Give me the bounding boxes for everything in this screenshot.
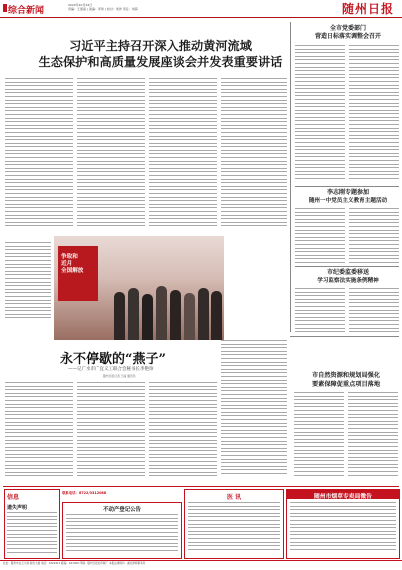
feature-body-column-4 bbox=[221, 340, 287, 482]
sidebar-story-1-line-2: 营造日标落实调整会召开 bbox=[314, 33, 381, 40]
date-line: 2024年10月22日 bbox=[68, 3, 93, 7]
lead-body-column-3 bbox=[149, 78, 217, 228]
person-figure bbox=[156, 286, 167, 340]
person-figure bbox=[128, 288, 139, 340]
info-box bbox=[4, 489, 60, 559]
sidebar-story-3-title bbox=[300, 269, 396, 285]
lead-headline-line-2: 生态保护和高质量发展座谈会并发表重要讲话 bbox=[38, 55, 283, 69]
lost-notice-title: 遗失声明 bbox=[7, 505, 28, 511]
classifieds-top-rule bbox=[3, 486, 399, 487]
section-marker-icon bbox=[3, 4, 7, 12]
sidebar-divider-1 bbox=[295, 186, 399, 187]
sidebar-story-1-title bbox=[300, 25, 396, 41]
feature-body-column-3 bbox=[149, 382, 217, 482]
masthead-logo: 随州日报 bbox=[341, 2, 394, 16]
header-meta bbox=[68, 3, 138, 12]
notice-box bbox=[62, 502, 182, 559]
person-figure bbox=[211, 291, 222, 340]
notice-body bbox=[66, 514, 178, 556]
sidebar-story-1-body-a bbox=[295, 45, 345, 185]
notice-heading: 不动产登记公告 bbox=[103, 507, 141, 513]
lower-right-title bbox=[294, 371, 398, 389]
editor-line: 责编：王蕾丽 | 美编：李琦 | 校对：刘洋 责任：刘海 bbox=[68, 7, 138, 12]
lead-body-column-2 bbox=[77, 78, 145, 228]
lower-right-title-line-2: 要素保障促重点项目落地 bbox=[311, 381, 381, 388]
exhibition-board bbox=[58, 246, 98, 301]
phone-label: 联系电话： bbox=[62, 491, 79, 495]
sidebar-story-2-line-1: 李志刚专题参加 bbox=[326, 189, 369, 196]
sidebar-story-2-body-b bbox=[349, 208, 399, 264]
section-label: 综合新闻 bbox=[8, 6, 45, 16]
medical-ad bbox=[184, 489, 284, 559]
feature-subtitle: ——记广水市广宜义工联合会秘书长李艳珍 bbox=[68, 367, 154, 372]
lead-body-column-1 bbox=[5, 78, 73, 228]
page-header bbox=[0, 0, 402, 18]
phone-number: 8722/3312088 bbox=[78, 491, 107, 495]
person-figure bbox=[184, 293, 195, 340]
medical-body bbox=[188, 502, 280, 556]
tobacco-ad-body bbox=[290, 502, 396, 556]
footer-text: 社址：随州市白云大道·政机大楼 电话：3222411 邮编：441300 印刷：随州日报社印刷厂 本报法律顾问：湖北律师事务所 bbox=[3, 562, 146, 565]
lower-right-title-line-1: 市自然资源和规划局强化 bbox=[311, 372, 381, 379]
sidebar-story-3-body-b bbox=[349, 288, 399, 334]
lost-notice-body bbox=[7, 512, 57, 556]
lower-right-body-a bbox=[294, 392, 344, 482]
person-figure bbox=[170, 290, 181, 340]
column-divider bbox=[290, 22, 291, 332]
sidebar-story-2-title bbox=[300, 189, 396, 205]
photo-caption-text bbox=[5, 242, 51, 322]
feature-body-column-2 bbox=[77, 382, 145, 482]
sidebar-divider-2 bbox=[295, 266, 399, 267]
exhibition-board-text: 争取和 近月 全国解放 bbox=[61, 254, 84, 274]
sidebar-story-1-body-b bbox=[349, 45, 399, 185]
medical-label: 医 讯 bbox=[226, 494, 242, 501]
lower-right-divider bbox=[290, 336, 399, 337]
person-figure bbox=[198, 288, 209, 340]
sidebar-story-2-line-2: 随州一中党员主义教育主题活动 bbox=[308, 198, 388, 204]
sidebar-story-3-line-2: 学习监察法实施条例精神 bbox=[317, 278, 379, 284]
sidebar-story-3-body-a bbox=[295, 288, 345, 334]
person-figure bbox=[142, 294, 153, 340]
feature-body-column-1 bbox=[5, 382, 73, 482]
sidebar-story-1-line-1: 全市党委部门 bbox=[329, 25, 366, 32]
photo-caption-box bbox=[5, 236, 52, 340]
lead-body-column-4 bbox=[221, 78, 287, 228]
info-label: 信息 bbox=[7, 494, 20, 501]
person-figure bbox=[114, 292, 125, 340]
tobacco-ad-title: 随州市烟草专卖局微告 bbox=[314, 494, 372, 500]
lead-headline-line-1: 习近平主持召开深入推动黄河流域 bbox=[69, 39, 252, 53]
feature-byline: 随州日报记者 王丽 通讯员 bbox=[103, 374, 136, 378]
tobacco-ad bbox=[286, 489, 400, 559]
lower-right-body-b bbox=[348, 392, 398, 482]
phone-line bbox=[62, 490, 106, 495]
sidebar-story-3-line-1: 市纪委监委移送 bbox=[326, 269, 369, 276]
lead-headline bbox=[38, 38, 283, 70]
feature-photo bbox=[54, 236, 224, 340]
feature-title: 永不停歇的“燕子” bbox=[60, 352, 166, 367]
sidebar-story-2-body-a bbox=[295, 208, 345, 264]
